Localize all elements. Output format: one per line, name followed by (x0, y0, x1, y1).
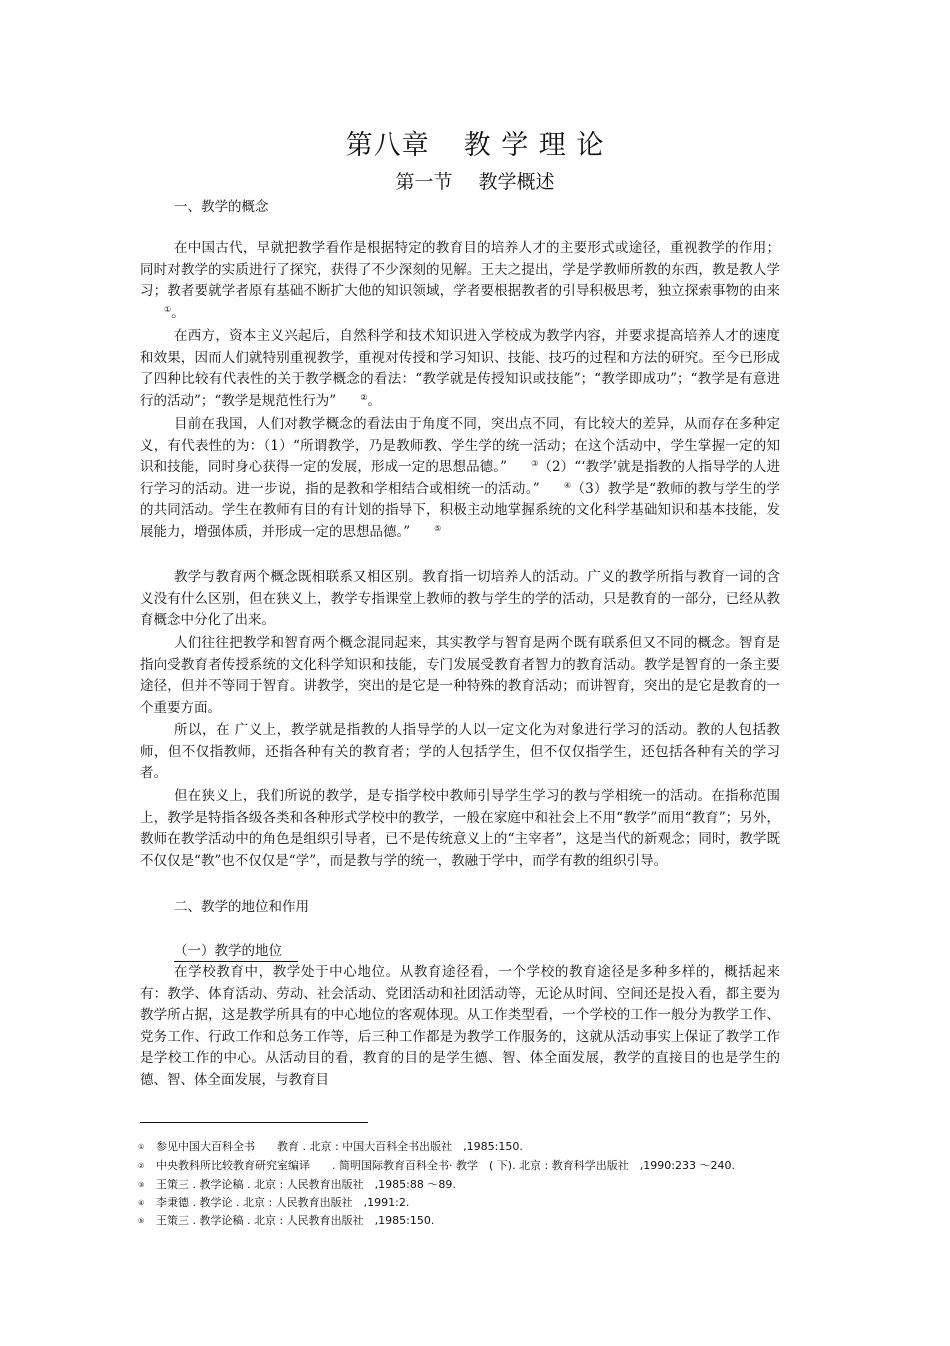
footnote-mark: ③ (138, 1181, 145, 1189)
footnote-ref-1: ① (164, 304, 172, 314)
footnote-mark: ① (138, 1143, 145, 1151)
chapter-title (0, 128, 950, 164)
chapter-label: 第八章 (345, 130, 430, 161)
footnote-text: 王策三 . 教学论稿 . 北京 : 人民教育出版社 ,1985:150. (156, 1214, 435, 1227)
footnote-text: 王策三 . 教学论稿 . 北京 : 人民教育出版社 ,1985:88 ～89. (156, 1178, 456, 1191)
footnote-mark: ④ (138, 1199, 145, 1207)
paragraph-text: 目前在我国，人们对教学概念的看法由于角度不同，突出点不同，有比较大的差异，从而存在多种定义，有代表性的为：（1）“所谓教学，乃是教师教、学生学的统一活动；在这个活动中，学生掌握一定的知识和技能，同时身心获得一定的发展，形成一定的思想品德。” (140, 416, 780, 476)
paragraph-teaching-intellectual: 人们往往把教学和智育两个概念混同起来，其实教学与智育是两个既有联系但又不同的概念。智育是指向受教育者传授系统的文化科学知识和技能，专门发展受教育者智力的教育活动。教学是智育的一条主要途径，但并不等同于智育。讲教学，突出的是它是一种特殊的教育活动；而讲智育，突出的是它是教育的一个重要方面。 (140, 635, 780, 716)
paragraph-broad-sense: 所以，在 广义上，教学就是指教的人指导学的人以一定文化为对象进行学习的活动。教的人包括教师，但不仅指教师，还指各种有关的教育者；学的人包括学生，但不仅仅指学生，还包括各种有关的学习者。 (140, 722, 780, 782)
paragraph-central-status: 在学校教育中，教学处于中心地位。从教育途径看，一个学校的教育途径是多种多样的，概括起来有：教学、体育活动、劳动、社会活动、党团活动和社团活动等，无论从时间、空间还是投入看，都主要为教学所占据，这是教学所具有的中心地位的客观体现。从工作类型看，一个学校的工作一般分为教学工作、党务工作、行政工作和总务工作等，后三种工作都是为教学工作服务的，这就从活动事实上保证了教学工作是学校工作的中心。从活动目的看，教育的目的是学生德、智、体全面发展，教学的直接目的也是学生的德、智、体全面发展，与教育目 (140, 964, 780, 1088)
paragraph-china-definitions (140, 414, 780, 544)
footnote-4 (138, 1195, 409, 1211)
footnote-ref-3: ③ (531, 459, 539, 469)
footnote-text: 参见中国大百科全书 教育 . 北京 : 中国大百科全书出版社 ,1985:150. (156, 1140, 523, 1153)
footnote-text: 李秉德 . 教学论 . 北京 : 人民教育出版社 ,1991:2. (156, 1196, 410, 1209)
footnote-5 (138, 1213, 434, 1229)
paragraph-narrow-sense: 但在狭义上，我们所说的教学，是专指学校中教师引导学生学习的教与学相统一的活动。在指称范围上，教学是特指各级各类和各种形式学校中的教学，一般在家庭中和社会上不用“教学”而用“教育”；另外，教师在教学活动中的角色是组织引导者，已不是传统意义上的“主宰者”，这是当代的新观念；同时，教学既不仅仅是“教”也不仅仅是“学”，而是教与学的统一，教融于学中，而学有教的组织引导。 (140, 788, 780, 869)
paragraph-text: 在中国古代，早就把教学看作是根据特定的教育目的培养人才的主要形式或途径，重视教学的作用；同时对教学的实质进行了探究，获得了不少深刻的见解。王夫之提出，学是学教师所教的东西，教是教人学习；教者要就学者原有基础不断扩大他的知识领域，学者要根据教者的引导积极思考，独立探索事物的由来 (140, 240, 780, 300)
footnote-3 (138, 1177, 456, 1193)
footnote-mark: ② (138, 1162, 145, 1170)
heading-status: 二、教学的地位和作用 (174, 899, 309, 915)
footnote-ref-4: ④ (563, 480, 572, 490)
heading-concept: 一、教学的概念 (174, 199, 269, 215)
footnote-ref-2: ② (360, 392, 368, 402)
subheading-status: （一）教学的地位 (174, 941, 298, 962)
footnote-ref-5: ⑤ (434, 523, 442, 533)
footnote-1 (138, 1139, 523, 1155)
footnote-divider (140, 1122, 368, 1123)
paragraph-text: （2）“‘教学’就是指教的人指导学的人进行学习的活动。进一步说，指的是教和学相结合或相统一的活动。” (140, 459, 781, 497)
section-title (0, 168, 950, 196)
paragraph-text: 在西方，资本主义兴起后，自然科学和技术知识进入学校成为教学内容，并要求提高培养人才的速度和效果，因而人们就特别重视教学，重视对传授和学习知识、技能、技巧的过程和方法的研究。至今已形成了四种比较有代表性的关于教学概念的看法：“教学就是传授知识或技能”；“教学即成功”；“教学是有意进行的活动”；“教学是规范性行为” (140, 328, 780, 409)
section-name: 教学概述 (478, 171, 555, 193)
footnote-mark: ⑤ (138, 1217, 145, 1225)
section-label: 第一节 (395, 171, 453, 193)
chapter-name: 教 学 理 论 (463, 130, 605, 161)
paragraph-ancient-china: 在中国古代，早就把教学看作是根据特定的教育目的培养人才的主要形式或途径，重视教学的作用；同时对教学的实质进行了探究，获得了不少深刻的见解。王夫之提出，学是学教师所教的东西，教是教人学习；教者要就学者原有基础不断扩大他的知识领域，学者要根据教者的引导积极思考，独立探索事物的由来①。 (140, 240, 780, 321)
footnote-text: 中央教科所比较教育研究室编译 . 简明国际教育百科全书· 教学 ( 下). 北京 : 教育科学出版社 ,1990:233 ～240. (156, 1159, 735, 1172)
footnote-2 (138, 1158, 735, 1174)
paragraph-teaching-education: 教学与教育两个概念既相联系又相区别。教育指一切培养人的活动。广义的教学所指与教育一词的含义没有什么区别，但在狭义上，教学专指课堂上教师的教与学生的学的活动，只是教育的一部分，已经从教育概念中分化了出来。 (140, 569, 780, 629)
paragraph-text: （3）教学是“教师的教与学生的学的共同活动。学生在教师有目的有计划的指导下，积极主动地掌握系统的文化科学基础知识和基本技能，发展能力，增强体质，并形成一定的思想品德。” (140, 480, 780, 540)
paragraph-west: 在西方，资本主义兴起后，自然科学和技术知识进入学校成为教学内容，并要求提高培养人才的速度和效果，因而人们就特别重视教学，重视对传授和学习知识、技能、技巧的过程和方法的研究。至今已形成了四种比较有代表性的关于教学概念的看法：“教学就是传授知识或技能”；“教学即成功”；“教学是有意进行的活动”；“教学是规范性行为” ②。 (140, 328, 780, 409)
